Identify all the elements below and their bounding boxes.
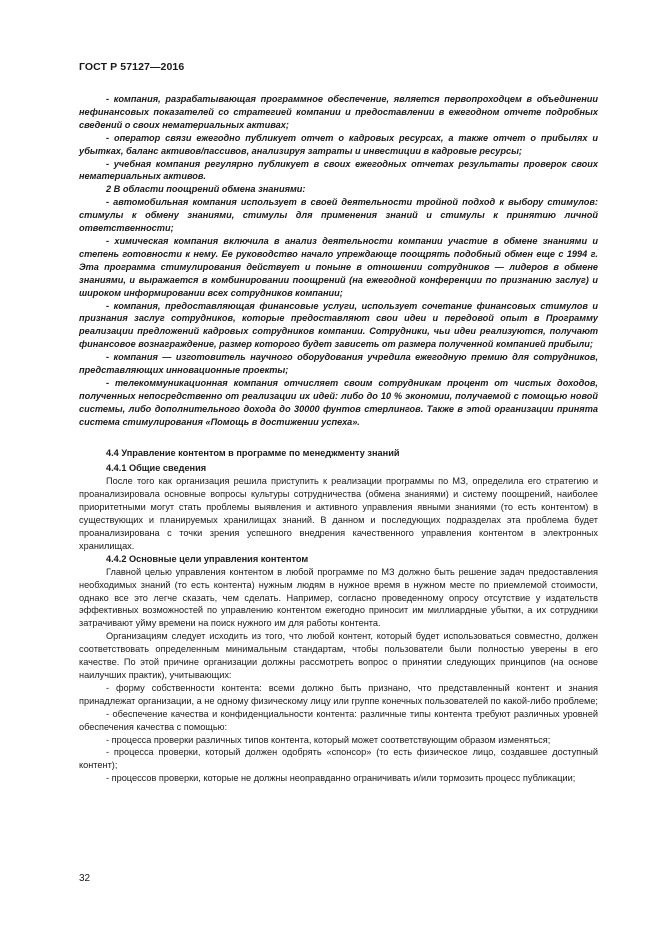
paragraph: 2 В области поощрений обмена знаниями: <box>106 184 306 195</box>
paragraph: Главной целью управления контентом в любой программе по МЗ должно быть решение задач предоставления необходимых знаний (то есть контента) нужным людям в нужное время в нужном месте по приемлемой стоимости, однако все это легче сказать, чем сделать. Например, согласно проведенному опросу отсутствие у издательств эффективных возможностей по управлению контентом ежегодно приносит им миллиардные убытки, а их сотрудники затрачивают уйму времени на поиск нужного им для работы контента. <box>79 566 598 629</box>
paragraph: - оператор связи ежегодно публикует отчет о кадровых ресурсах, а также отчет о прибылях и убытках, баланс активов/пассивов, анализируя затраты и инвестиции в кадровые ресурсы; <box>79 132 598 156</box>
section-heading: 4.4 Управление контентом в программе по менеджменту знаний <box>106 447 400 458</box>
paragraph: - обеспечение качества и конфиденциальности контента: различные типы контента требуют различных уровней обеспечения качества с помощью: <box>79 708 598 732</box>
paragraph: - телекоммуникационная компания отчисляет своим сотрудникам процент от чистых доходов, полученных непосредственно от реализации их идей: либо до 10 % экономии, получаемой с помощью новой системы, либо дополнительного дохода до 30000 фунтов стерлингов. Также в этой организации принята система стимулирования «Помощь в достижении успеха». <box>79 377 598 427</box>
paragraph: - компания, разрабатывающая программное обеспечение, является первопроходцем в объединении нефинансовых показателей со стратегией компании и предоставлении в ежегодном отчете подробных сведений о своих нематериальных активах; <box>79 94 598 130</box>
paragraph: - автомобильная компания использует в своей деятельности тройной подход к выбору стимулов: стимулы к обмену знаниями, стимулы для применения знаний и стимулы к принятию личной ответственности; <box>79 197 598 234</box>
page-number: 32 <box>79 873 91 884</box>
paragraph: - процессов проверки, которые не должны неоправданно ограничивать и/или тормозить процесс публикации; <box>106 773 576 784</box>
paragraph: После того как организация решила приступить к реализации программы по МЗ, определила его стратегию и проанализировала основные вопросы культуры сотрудничества (обмена знаниями) и систему поощрений, наиболее приоритетными могут стать проблемы выявления и активного управления явными знаниями (то есть контентом) в существующих и планируемых хранилищах знаний. В данном и последующих подразделах эта проблема будет проанализирована с точки зрения успешного внедрения качественного управления контентом в электронных хранилищах. <box>79 476 598 551</box>
paragraph: - процесса проверки, который должен одобрять «спонсор» (то есть физическое лицо, создавшее доступный контент); <box>79 747 598 771</box>
paragraph: - химическая компания включила в анализ деятельности компании участие в обмене знаниями и степень готовности к нему. Ее руководство начало упреждающе поощрять подобный обмен еще с 1994 г. Эта программа стимулирования действует и поныне в отношении сотрудников — лидеров в обмене знаниями, и выражается в комбинировании поощрений (на ежегодной конференции по признанию заслуг) и широком информировании всех сотрудников компании; <box>79 235 598 298</box>
subsection-heading: 4.4.1 Общие сведения <box>106 463 207 474</box>
paragraph: - компания — изготовитель научного оборудования учредила ежегодную премию для сотрудников, представляющих инновационные проекты; <box>79 352 598 376</box>
subsection-heading: 4.4.2 Основные цели управления контентом <box>106 553 309 564</box>
document-header: ГОСТ Р 57127—2016 <box>79 61 185 73</box>
paragraph: - компания, предоставляющая финансовые услуги, использует сочетание финансовых стимулов и признания заслуг сотрудников, которые предоставляют свои идеи и передовой опыт в Программу реализации предложений кадровых сотрудников компании. Сотрудники, чьи идеи реализуются, получают финансовое вознаграждение, размер которого будет зависеть от размера полученной компанией прибыли; <box>79 300 598 350</box>
paragraph: Организациям следует исходить из того, что любой контент, который будет использоваться совместно, должен соответствовать определенным минимальным стандартам, чтобы пользователи были полностью уверены в его качестве. По этой причине организации должны рассмотреть вопрос о принятии следующих принципов (на основе наилучших практик), учитывающих: <box>79 631 598 680</box>
paragraph: - учебная компания регулярно публикует в своих ежегодных отчетах результаты проверок своих нематериальных активов. <box>79 158 598 182</box>
paragraph: - процесса проверки различных типов контента, который может соответствующим образом изменяться; <box>106 734 551 745</box>
paragraph: - форму собственности контента: всеми должно быть признано, что представленный контент и знания принадлежат организации, а не одному физическому лицу или группе конечных пользователей по какой-либо проблеме; <box>79 682 598 706</box>
page-content <box>79 93 598 785</box>
